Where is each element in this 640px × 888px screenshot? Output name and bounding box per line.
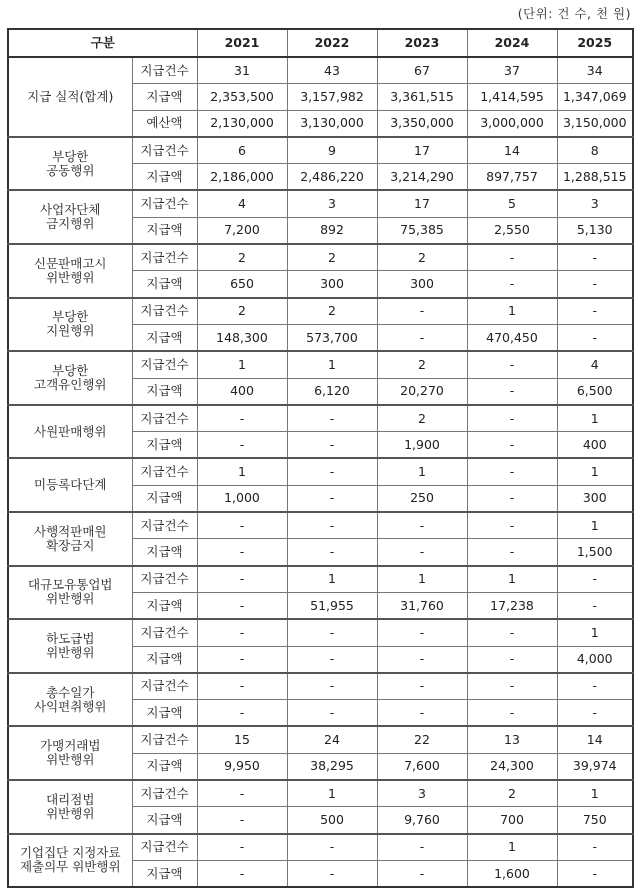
value-cell: 5 <box>467 190 557 217</box>
value-cell: 4,000 <box>557 646 633 673</box>
category-line: 위반행위 <box>46 269 95 285</box>
value-cell: 37 <box>467 57 557 84</box>
category-cell <box>8 619 132 673</box>
category-cell <box>8 190 132 244</box>
value-cell: 2 <box>377 244 467 271</box>
value-cell: 470,450 <box>467 324 557 351</box>
category-line: 사원판매행위 <box>34 423 107 439</box>
value-cell: - <box>467 673 557 700</box>
subcategory-cell: 지급액 <box>132 164 197 191</box>
value-cell: - <box>377 539 467 566</box>
value-cell: 24 <box>287 726 377 753</box>
value-cell: - <box>287 458 377 485</box>
value-cell: - <box>197 700 287 727</box>
subcategory-cell: 지급액 <box>132 807 197 834</box>
value-cell: - <box>197 592 287 619</box>
subcategory-cell: 지급액 <box>132 271 197 298</box>
category-cell <box>8 673 132 727</box>
value-cell: - <box>467 700 557 727</box>
value-cell: - <box>467 458 557 485</box>
value-cell: 9 <box>287 137 377 164</box>
table-row <box>8 351 633 378</box>
value-cell: 14 <box>467 137 557 164</box>
value-cell: - <box>557 244 633 271</box>
category-cell <box>8 566 132 620</box>
category-line: 총수일가 <box>46 684 95 700</box>
value-cell: 7,600 <box>377 753 467 780</box>
value-cell: 700 <box>467 807 557 834</box>
subcategory-cell: 지급액 <box>132 700 197 727</box>
category-line: 위반행위 <box>46 591 95 607</box>
value-cell: - <box>197 646 287 673</box>
value-cell: 1,500 <box>557 539 633 566</box>
category-line: 제출의무 위반행위 <box>19 859 121 875</box>
category-cell <box>8 405 132 459</box>
value-cell: - <box>467 351 557 378</box>
value-cell: 2 <box>197 298 287 325</box>
category-cell <box>8 512 132 566</box>
category-line: 공동행위 <box>46 162 95 178</box>
category-line: 대리점법 <box>46 791 95 807</box>
value-cell: 2 <box>197 244 287 271</box>
value-cell: 7,200 <box>197 217 287 244</box>
value-cell: - <box>287 539 377 566</box>
value-cell: - <box>197 673 287 700</box>
value-cell: 38,295 <box>287 753 377 780</box>
value-cell: - <box>377 298 467 325</box>
value-cell: 400 <box>197 378 287 405</box>
category-line: 확장금지 <box>46 537 95 553</box>
category-cell <box>8 298 132 352</box>
value-cell: 3,350,000 <box>377 110 467 137</box>
category-line: 지원행위 <box>46 323 95 339</box>
value-cell: - <box>467 619 557 646</box>
table-row <box>8 190 633 217</box>
value-cell: 573,700 <box>287 324 377 351</box>
value-cell: - <box>197 834 287 861</box>
table-row <box>8 244 633 271</box>
value-cell: - <box>377 700 467 727</box>
value-cell: 250 <box>377 485 467 512</box>
value-cell: 3 <box>287 190 377 217</box>
value-cell: - <box>557 592 633 619</box>
value-cell: 897,757 <box>467 164 557 191</box>
category-line: 금지행위 <box>46 216 95 232</box>
value-cell: - <box>287 512 377 539</box>
value-cell: 300 <box>377 271 467 298</box>
value-cell: - <box>197 539 287 566</box>
value-cell: 2 <box>467 780 557 807</box>
value-cell: 1 <box>557 619 633 646</box>
value-cell: - <box>467 485 557 512</box>
category-cell <box>8 780 132 834</box>
value-cell: 3,157,982 <box>287 84 377 110</box>
value-cell: - <box>377 646 467 673</box>
value-cell: - <box>377 673 467 700</box>
category-line: 가맹거래법 <box>40 738 101 754</box>
value-cell: - <box>197 780 287 807</box>
value-cell: - <box>287 860 377 887</box>
header-year: 2025 <box>557 29 633 57</box>
value-cell: - <box>557 700 633 727</box>
value-cell: 34 <box>557 57 633 84</box>
category-line: 신문판매고시 <box>34 255 107 271</box>
category-line: 위반행위 <box>46 752 95 768</box>
subcategory-cell: 지급건수 <box>132 405 197 432</box>
value-cell: - <box>377 619 467 646</box>
value-cell: 9,760 <box>377 807 467 834</box>
table-row <box>8 619 633 646</box>
value-cell: - <box>197 860 287 887</box>
value-cell: - <box>287 834 377 861</box>
header-row <box>8 29 633 57</box>
value-cell: - <box>197 432 287 459</box>
value-cell: 1,347,069 <box>557 84 633 110</box>
category-line: 부당한 <box>52 309 89 325</box>
table-row <box>8 780 633 807</box>
value-cell: 14 <box>557 726 633 753</box>
value-cell: 1,288,515 <box>557 164 633 191</box>
value-cell: - <box>467 539 557 566</box>
value-cell: 43 <box>287 57 377 84</box>
value-cell: 2,130,000 <box>197 110 287 137</box>
value-cell: 51,955 <box>287 592 377 619</box>
category-line: 부당한 <box>52 148 89 164</box>
category-line: 하도급법 <box>46 631 95 647</box>
value-cell: - <box>287 619 377 646</box>
category-line: 위반행위 <box>46 805 95 821</box>
header-category: 구분 <box>8 29 197 57</box>
value-cell: - <box>467 646 557 673</box>
table-row <box>8 405 633 432</box>
value-cell: 6,500 <box>557 378 633 405</box>
value-cell: 9,950 <box>197 753 287 780</box>
subcategory-cell: 지급액 <box>132 84 197 110</box>
value-cell: 1 <box>377 566 467 593</box>
subcategory-cell: 지급액 <box>132 432 197 459</box>
value-cell: 1 <box>557 512 633 539</box>
subcategory-cell: 지급액 <box>132 539 197 566</box>
value-cell: 4 <box>197 190 287 217</box>
value-cell: 67 <box>377 57 467 84</box>
value-cell: - <box>197 566 287 593</box>
value-cell: - <box>557 324 633 351</box>
table-row <box>8 566 633 593</box>
value-cell: 13 <box>467 726 557 753</box>
value-cell: 6,120 <box>287 378 377 405</box>
value-cell: - <box>197 405 287 432</box>
value-cell: 39,974 <box>557 753 633 780</box>
table-row <box>8 458 633 485</box>
value-cell: - <box>377 860 467 887</box>
category-cell <box>8 834 132 888</box>
value-cell: - <box>467 271 557 298</box>
value-cell: 17,238 <box>467 592 557 619</box>
value-cell: - <box>287 646 377 673</box>
category-line: 사행적판매원 <box>34 523 107 539</box>
value-cell: 1 <box>197 351 287 378</box>
header-year: 2022 <box>287 29 377 57</box>
value-cell: 75,385 <box>377 217 467 244</box>
subcategory-cell: 지급건수 <box>132 566 197 593</box>
value-cell: 1 <box>467 298 557 325</box>
category-cell <box>8 726 132 780</box>
value-cell: 300 <box>287 271 377 298</box>
value-cell: 15 <box>197 726 287 753</box>
reward-payment-table <box>7 28 634 888</box>
value-cell: - <box>557 298 633 325</box>
value-cell: 3,000,000 <box>467 110 557 137</box>
value-cell: - <box>467 378 557 405</box>
table-row <box>8 57 633 84</box>
value-cell: 2 <box>287 244 377 271</box>
value-cell: 1 <box>467 566 557 593</box>
value-cell: 300 <box>557 485 633 512</box>
category-line: 위반행위 <box>46 645 95 661</box>
value-cell: 20,270 <box>377 378 467 405</box>
value-cell: 22 <box>377 726 467 753</box>
category-line: 대규모유통업법 <box>27 577 113 593</box>
table-row <box>8 298 633 325</box>
value-cell: 4 <box>557 351 633 378</box>
value-cell: 3 <box>557 190 633 217</box>
value-cell: - <box>197 807 287 834</box>
subcategory-cell: 지급액 <box>132 378 197 405</box>
subcategory-cell: 지급액 <box>132 753 197 780</box>
value-cell: - <box>557 860 633 887</box>
value-cell: - <box>557 271 633 298</box>
subcategory-cell: 지급건수 <box>132 298 197 325</box>
value-cell: 2,550 <box>467 217 557 244</box>
value-cell: 1,600 <box>467 860 557 887</box>
category-line: 부당한 <box>52 363 89 379</box>
subcategory-cell: 지급건수 <box>132 137 197 164</box>
subcategory-cell: 지급액 <box>132 485 197 512</box>
subcategory-cell: 지급건수 <box>132 351 197 378</box>
category-line: 사익편취행위 <box>34 698 107 714</box>
value-cell: 400 <box>557 432 633 459</box>
value-cell: 17 <box>377 190 467 217</box>
category-cell: 지급 실적(합계) <box>8 57 132 137</box>
unit-note: (단위: 건 수, 천 원) <box>517 6 631 21</box>
value-cell: 3,214,290 <box>377 164 467 191</box>
value-cell: - <box>197 512 287 539</box>
value-cell: - <box>557 566 633 593</box>
value-cell: - <box>287 432 377 459</box>
table-row <box>8 137 633 164</box>
subcategory-cell: 지급액 <box>132 592 197 619</box>
value-cell: 17 <box>377 137 467 164</box>
table-row <box>8 512 633 539</box>
value-cell: - <box>377 834 467 861</box>
value-cell: - <box>287 405 377 432</box>
value-cell: 148,300 <box>197 324 287 351</box>
value-cell: 2 <box>377 405 467 432</box>
subcategory-cell: 지급건수 <box>132 57 197 84</box>
table-body <box>8 57 633 887</box>
header-year: 2023 <box>377 29 467 57</box>
category-cell <box>8 458 132 512</box>
subcategory-cell: 지급액 <box>132 324 197 351</box>
value-cell: 750 <box>557 807 633 834</box>
value-cell: 500 <box>287 807 377 834</box>
value-cell: 3 <box>377 780 467 807</box>
value-cell: 5,130 <box>557 217 633 244</box>
table-row <box>8 834 633 861</box>
value-cell: 1 <box>467 834 557 861</box>
value-cell: - <box>287 485 377 512</box>
value-cell: 3,361,515 <box>377 84 467 110</box>
category-line: 기업집단 지정자료 <box>19 845 121 861</box>
subcategory-cell: 지급액 <box>132 646 197 673</box>
value-cell: - <box>467 244 557 271</box>
value-cell: - <box>467 405 557 432</box>
subcategory-cell: 지급건수 <box>132 834 197 861</box>
value-cell: 1 <box>197 458 287 485</box>
value-cell: - <box>557 834 633 861</box>
value-cell: 1 <box>377 458 467 485</box>
value-cell: - <box>557 673 633 700</box>
value-cell: - <box>377 324 467 351</box>
value-cell: 1 <box>557 405 633 432</box>
value-cell: - <box>377 512 467 539</box>
table-row <box>8 726 633 753</box>
value-cell: 31,760 <box>377 592 467 619</box>
value-cell: - <box>197 619 287 646</box>
value-cell: 3,130,000 <box>287 110 377 137</box>
table-row <box>8 673 633 700</box>
value-cell: 2,486,220 <box>287 164 377 191</box>
value-cell: 2,186,000 <box>197 164 287 191</box>
subcategory-cell: 지급건수 <box>132 244 197 271</box>
header-year: 2024 <box>467 29 557 57</box>
header-year: 2021 <box>197 29 287 57</box>
value-cell: 1 <box>557 458 633 485</box>
value-cell: 2 <box>377 351 467 378</box>
subcategory-cell: 지급건수 <box>132 512 197 539</box>
subcategory-cell: 지급건수 <box>132 726 197 753</box>
value-cell: - <box>467 432 557 459</box>
subcategory-cell: 지급액 <box>132 860 197 887</box>
value-cell: 892 <box>287 217 377 244</box>
subcategory-cell: 예산액 <box>132 110 197 137</box>
subcategory-cell: 지급건수 <box>132 619 197 646</box>
value-cell: 650 <box>197 271 287 298</box>
value-cell: 1 <box>287 351 377 378</box>
value-cell: 6 <box>197 137 287 164</box>
subcategory-cell: 지급건수 <box>132 458 197 485</box>
category-cell <box>8 137 132 191</box>
value-cell: 1,414,595 <box>467 84 557 110</box>
value-cell: 1,900 <box>377 432 467 459</box>
category-line: 고객유인행위 <box>34 377 107 393</box>
category-line: 사업자단체 <box>40 202 101 218</box>
value-cell: 1,000 <box>197 485 287 512</box>
value-cell: 1 <box>287 780 377 807</box>
value-cell: - <box>287 700 377 727</box>
value-cell: 3,150,000 <box>557 110 633 137</box>
category-cell <box>8 244 132 298</box>
value-cell: 8 <box>557 137 633 164</box>
subcategory-cell: 지급건수 <box>132 780 197 807</box>
value-cell: - <box>287 673 377 700</box>
subcategory-cell: 지급건수 <box>132 190 197 217</box>
value-cell: 1 <box>557 780 633 807</box>
category-line: 미등록다단계 <box>34 477 107 493</box>
value-cell: 1 <box>287 566 377 593</box>
value-cell: - <box>467 512 557 539</box>
category-cell <box>8 351 132 405</box>
value-cell: 2 <box>287 298 377 325</box>
subcategory-cell: 지급액 <box>132 217 197 244</box>
value-cell: 2,353,500 <box>197 84 287 110</box>
value-cell: 31 <box>197 57 287 84</box>
subcategory-cell: 지급건수 <box>132 673 197 700</box>
value-cell: 24,300 <box>467 753 557 780</box>
